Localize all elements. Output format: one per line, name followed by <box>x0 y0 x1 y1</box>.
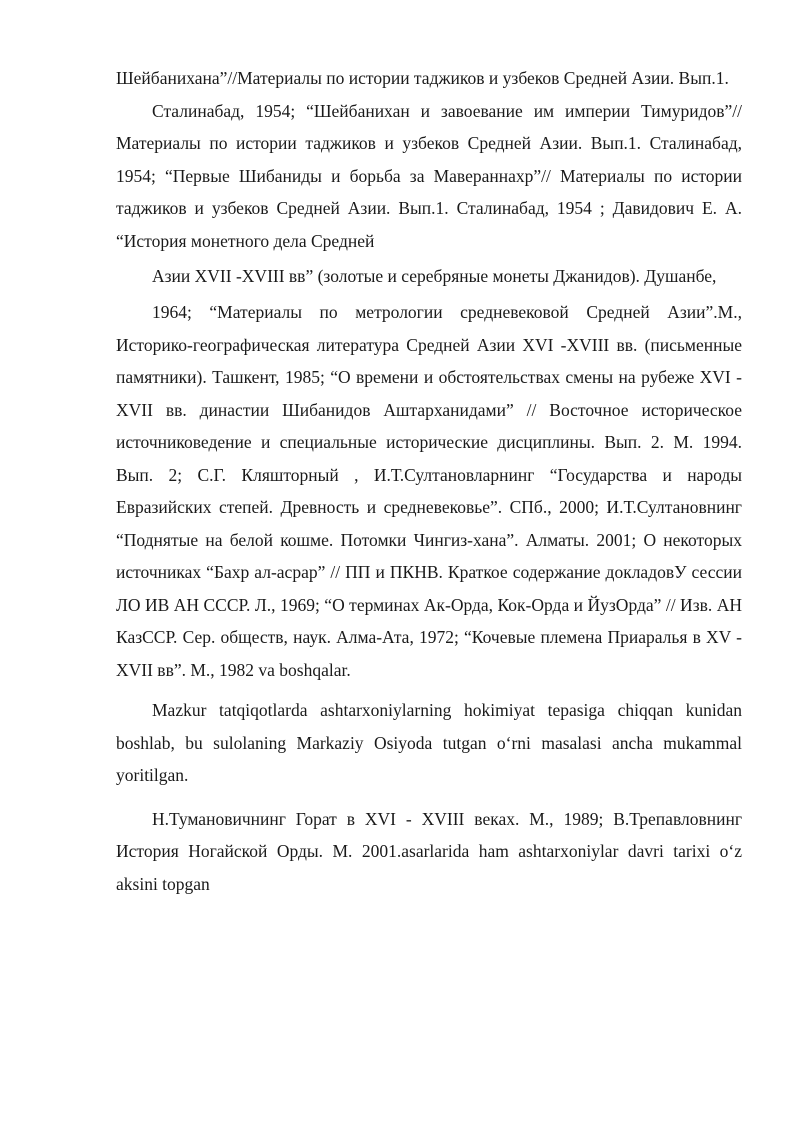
paragraph-3: Азии XVII -XVIII вв” (золотые и серебряные монеты Джанидов). Душанбе, <box>152 266 717 286</box>
paragraph-1: Шейбанихана”//Материалы по истории таджиков и узбеков Средней Азии. Вып.1. <box>116 68 729 88</box>
paragraph-5: Mazkur tatqiqotlarda ashtarxoniylarning hokimiyat tepasiga chiqqan kunidan boshlab, bu sulolaning Markaziy Osiyoda tutgan o‘rni masalasi ancha mukammal yoritilgan. <box>116 700 742 785</box>
paragraph-4: 1964; “Материалы по метрологии средневековой Средней Азии”.М., Историко-географическая литература Средней Азии XVI -XVIII вв. (письменные памятники). Ташкент, 1985; “О времени и обстоятельствах смены на рубеже XVI - XVII вв. династии Шибанидов Аштарханидами” // Восточное историческое источниковедение и специальные исторические дисциплины. Вып. 2. М. 1994. Вып. 2; С.Г. Кляшторный , И.Т.Султановларнинг “Государства и народы Евразийских степей. Древность и средневековье”. СПб., 2000; И.Т.Султановнинг “Поднятые на белой кошме. Потомки Чингиз-хана”. Алматы. 2001; О некоторых источниках “Бахр ал-асрар” // ПП и ПКНВ. Краткое содержание докладовУ сессии ЛО ИВ АН СССР. Л., 1969; “О терминах Ак-Орда, Кок-Орда и ЙузОрда” // Изв. АН КазССР. Сер. обществ, наук. Алма-Ата, 1972; “Кочевые племена Приаралья в XV - XVII вв”. М., 1982 va boshqalar. <box>116 302 742 680</box>
paragraph-2: Сталинабад, 1954; “Шейбанихан и завоевание им империи Тимуридов”// Материалы по истории таджиков и узбеков Средней Азии. Вып.1. Сталинабад, 1954; “Первые Шибаниды и борьба за Мавераннахр”// Материалы по истории таджиков и узбеков Средней Азии. Вып.1. Сталинабад, 1954 ; Давидович Е. А. “История монетного дела Средней <box>116 100 742 251</box>
paragraph-6: Н.Тумановичнинг Горат в XVI - XVIII веках. М., 1989; В.Трепавловнинг История Ногайской Орды. М. 2001.asarlarida ham ashtarxoniylar davri tarixi o‘z aksini topgan <box>116 808 742 894</box>
document-page <box>116 62 742 900</box>
